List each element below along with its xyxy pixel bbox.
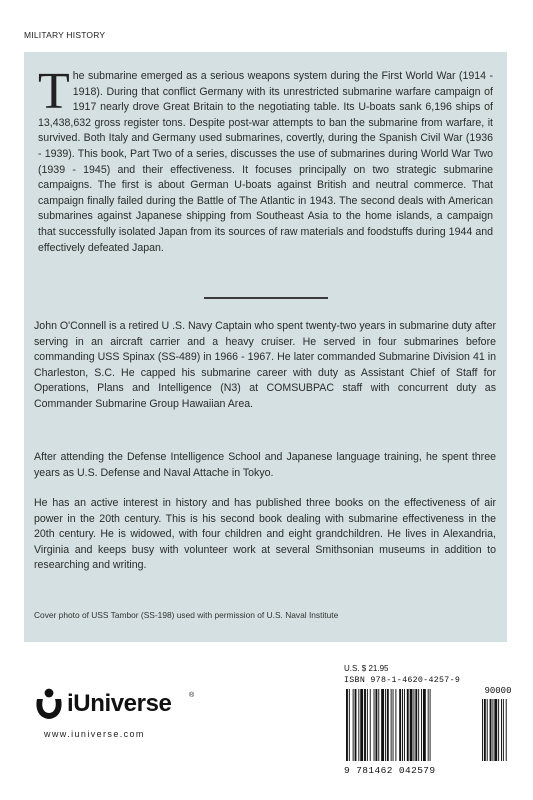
barcode-block: [344, 664, 516, 782]
drop-cap: T: [38, 63, 70, 120]
author-bio-paragraph-1: John O'Connell is a retired U .S. Navy Captain who spent twenty-two years in submarine duty after serving in an aircraft carrier and a heavy cruiser. He served in four submarines before commanding USS Spinax (SS-489) in 1966 - 1967. He later commanded Submarine Division 41 in Charleston, S.C. He capped his submarine career with duty as Assistant Chief of Staff for Operations, Plans and Intelligence (N3) at COMSUBPAC staff with concurrent duty as Commander Submarine Group Hawaiian Area.: [34, 320, 496, 410]
category-label: MILITARY HISTORY: [24, 30, 106, 40]
iuniverse-logo-icon: [34, 688, 64, 722]
price-addon-code: 90000: [484, 686, 512, 696]
isbn-label: ISBN 978-1-4620-4257-9: [344, 676, 461, 685]
registered-mark: ®: [189, 692, 195, 699]
author-bio-paragraph-3: He has an active interest in history and has published three books on the effectiveness of air power in the 20th century. This is his second book dealing with submarine effectiveness in the 20th century. He is widowed, with four children and eight grandchildren. He lives in Alexandria, Virginia and keeps busy with volunteer work at several Smithsonian museums in addition to researching and writing.: [34, 497, 496, 572]
blurb-text: he submarine emerged as a serious weapons system during the First World War (1914 - 1918). During that conflict Germany with its unrestricted submarine warfare campaign of 1917 nearly drove Great Britain to the negotiating table. Its U-boats sank 6,196 ships of 13,438,632 gross register tons. Despite post-war attempts to ban the submarine from warfare, it survived. Both Italy and Germany used submarines, covertly, during the Spanish Civil War (1936 - 1939). This book, Part Two of a series, discusses the use of submarines during World War Two (1939 - 1945) and their effectiveness. It focuses principally on two strategic submarine campaigns. The first is about German U-boats against British and neutral commerce. That campaign finally failed during the Battle of The Atlantic in 1943. The second deals with American submarines against Japanese shipping from Southeast Asia to the home islands, a campaign that successfully isolated Japan from its sources of raw materials and foodstuffs during 1944 and effectively defeated Japan.: [38, 70, 493, 254]
cover-photo-credit: Cover photo of USS Tambor (SS-198) used with permission of U.S. Naval Institute: [34, 610, 339, 620]
publisher-url: www.iuniverse.com: [44, 729, 145, 739]
price-label: U.S. $ 21.95: [344, 664, 389, 673]
ean-number: 9 781462 042579: [344, 765, 436, 776]
back-cover-panel: [24, 52, 507, 642]
barcode-bars: [344, 689, 516, 763]
publisher-logo: [34, 688, 204, 748]
publisher-name: iUniverse: [67, 690, 172, 717]
book-blurb: [38, 63, 493, 256]
section-divider: [204, 297, 328, 299]
author-bio-paragraph-2: After attending the Defense Intelligence School and Japanese language training, he spent three years as U.S. Defense and Naval Attache in Tokyo.: [34, 451, 496, 479]
